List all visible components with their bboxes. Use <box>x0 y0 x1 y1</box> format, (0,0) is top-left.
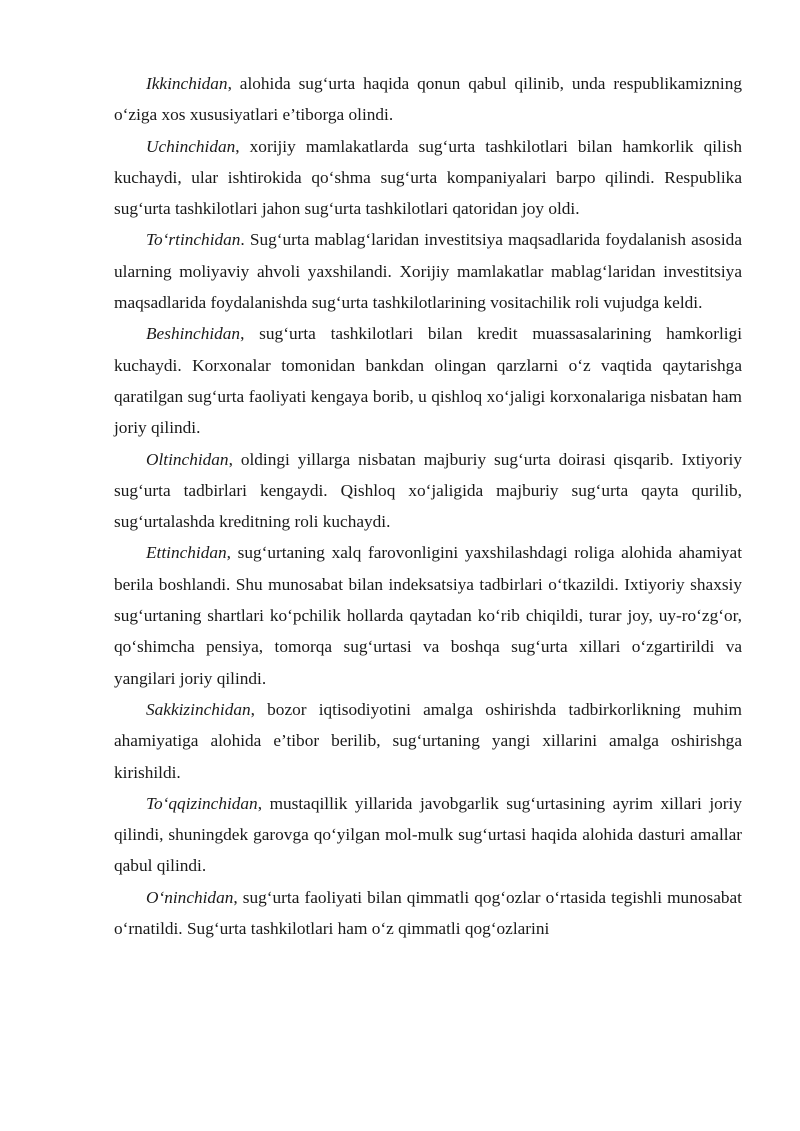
paragraph-ikkinchidan <box>114 68 742 131</box>
paragraph-ettinchidan <box>114 537 742 693</box>
paragraph-sakkizinchidan <box>114 694 742 788</box>
paragraph-beshinchidan <box>114 318 742 443</box>
paragraph-text: , sug‘urtaning xalq farovonligini yaxshilashdagi roliga alohida ahamiyat berila boshlandi. Shu munosabat bilan indeksatsiya tadbirlari o‘tkazildi. Ixtiyoriy shaxsiy sug‘urtaning shartlari ko‘pchilik hollarda qaytadan ko‘rib chiqildi, turar joy, uy-ro‘zg‘or, qo‘shimcha pensiya, tomorqa sug‘urtasi va boshqa sug‘urta xillari o‘zgartirildi va yangilari joriy qilindi. <box>114 543 742 688</box>
paragraph-oltinchidan <box>114 444 742 538</box>
paragraph-lead: To‘qqizinchidan <box>146 793 258 813</box>
paragraph-uchinchidan <box>114 131 742 225</box>
paragraph-lead: Uchinchidan <box>146 136 236 156</box>
paragraph-oninchidan <box>114 882 742 945</box>
paragraph-lead: O‘ninchidan <box>146 887 234 907</box>
paragraph-text: , sug‘urta faoliyati bilan qimmatli qog‘ozlar o‘rtasida tegishli munosabat o‘rnatildi. Sug‘urta tashkilotlari ham o‘z qimmatli qog‘ozlarini <box>114 887 742 939</box>
paragraph-toqqizinchidan <box>114 788 742 882</box>
paragraph-text: , bozor iqtisodiyotini amalga oshirishda tadbirkorlikning muhim ahamiyatiga alohida e’tibor berilib, sug‘urtaning yangi xillarini amalga oshirishga kirishildi. <box>114 699 742 782</box>
paragraph-text: , xorijiy mamlakatlarda sug‘urta tashkilotlari bilan hamkorlik qilish kuchaydi, ular ishtirokida qo‘shma sug‘urta kompaniyalari barpo qilindi. Respublika sug‘urta tashkilotlari jahon sug‘urta tashkilotlari qatoridan joy oldi. <box>114 136 742 219</box>
paragraph-lead: Ikkinchidan <box>146 74 228 93</box>
paragraph-lead: Sakkizinchidan <box>146 699 251 719</box>
paragraph-text: , sug‘urta tashkilotlari bilan kredit muassasalarining hamkorligi kuchaydi. Korxonalar tomonidan bankdan olingan qarzlarni o‘z vaqtida qaytarishga qaratilgan sug‘urta faoliyati kengaya borib, u qishloq xo‘jaligi korxonalariga nisbatan ham joriy qilindi. <box>114 324 742 438</box>
paragraph-lead: To‘rtinchidan <box>146 230 241 250</box>
paragraph-text: , oldingi yillarga nisbatan majburiy sug‘urta doirasi qisqarib. Ixtiyoriy sug‘urta tadbirlari kengaydi. Qishloq xo‘jaligida majburiy sug‘urta qayta qurilib, sug‘urtalashda kreditning roli kuchaydi. <box>114 449 742 532</box>
document-page <box>114 68 742 944</box>
paragraph-text: , mustaqillik yillarida javobgarlik sug‘urtasining ayrim xillari joriy qilindi, shuningdek garovga qo‘yilgan mol-mulk sug‘urtasi haqida alohida dasturi amallar qabul qilindi. <box>114 793 742 876</box>
paragraph-text: . Sug‘urta mablag‘laridan investitsiya maqsadlarida foydalanish asosida ularning moliyaviy ahvoli yaxshilandi. Xorijiy mamlakatlar mablag‘laridan investitsiya maqsadlarida foydalanishda sug‘urta tashkilotlarining vositachilik roli vujudga keldi. <box>114 230 742 313</box>
paragraph-lead: Ettinchidan <box>146 543 227 563</box>
paragraph-tortinchidan <box>114 224 742 318</box>
paragraph-lead: Beshinchidan <box>146 324 241 344</box>
paragraph-text: , alohida sug‘urta haqida qonun qabul qilinib, unda respublikamizning o‘ziga xos xususiyatlari e’tiborga olindi. <box>114 74 742 125</box>
paragraph-lead: Oltinchidan <box>146 449 229 469</box>
